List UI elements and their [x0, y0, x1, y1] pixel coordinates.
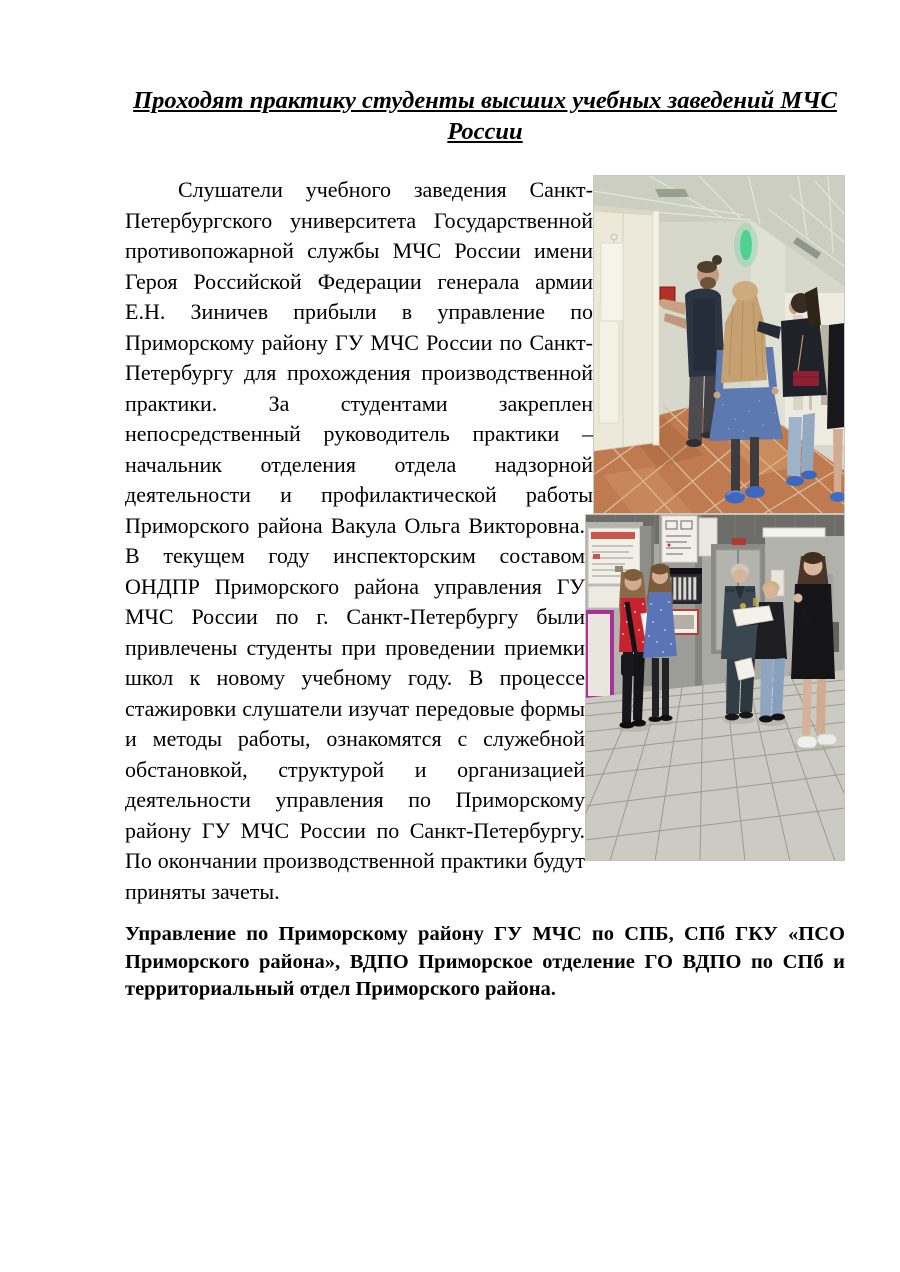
reception-window — [586, 612, 612, 698]
article-body — [125, 175, 845, 907]
article-footer: Управление по Приморскому району ГУ МЧС по СПБ, СПб ГКУ «ПСО Приморского района», ВДПО Приморское отделение ГО ВДПО по СПб и территориальный отдел Приморского района. — [125, 923, 845, 1000]
photo-hallway-illustration — [593, 175, 845, 514]
photo-lobby-group — [585, 514, 845, 861]
article-paragraph: Слушатели учебного заведения Санкт-Петербургского университета Государственной противопожарной службы МЧС России имени Героя Российской Федерации генерала армии Е.Н. Зиничев прибыли в управление по Приморскому району ГУ МЧС России по Санкт-Петербургу для прохождения производственной практики. За студентами закреплен непосредственный руководитель практики – начальник отделения отдела надзорной деятельности и профилактической работы Приморского района Вакула Ольга Викторовна. В текущем году инспекторским составом ОНДПР Приморского района управления ГУ МЧС России по г. Санкт-Петербургу были привлечены студенты при проведении приемки школ к новому учебному году. В процессе стажировки слушатели изучат передовые формы и методы работы, ознакомятся с служебной обстановкой, структурой и организацией деятельности управления по Приморскому району ГУ МЧС России по Санкт-Петербургу. По окончании производственной практики будут приняты зачеты. — [125, 177, 593, 904]
photo-hallway-fire-alarm — [593, 175, 845, 514]
article — [125, 85, 845, 1004]
photo-lobby-illustration — [585, 514, 845, 861]
page-title: Проходят практику студенты высших учебных заведений МЧС России — [133, 87, 837, 145]
